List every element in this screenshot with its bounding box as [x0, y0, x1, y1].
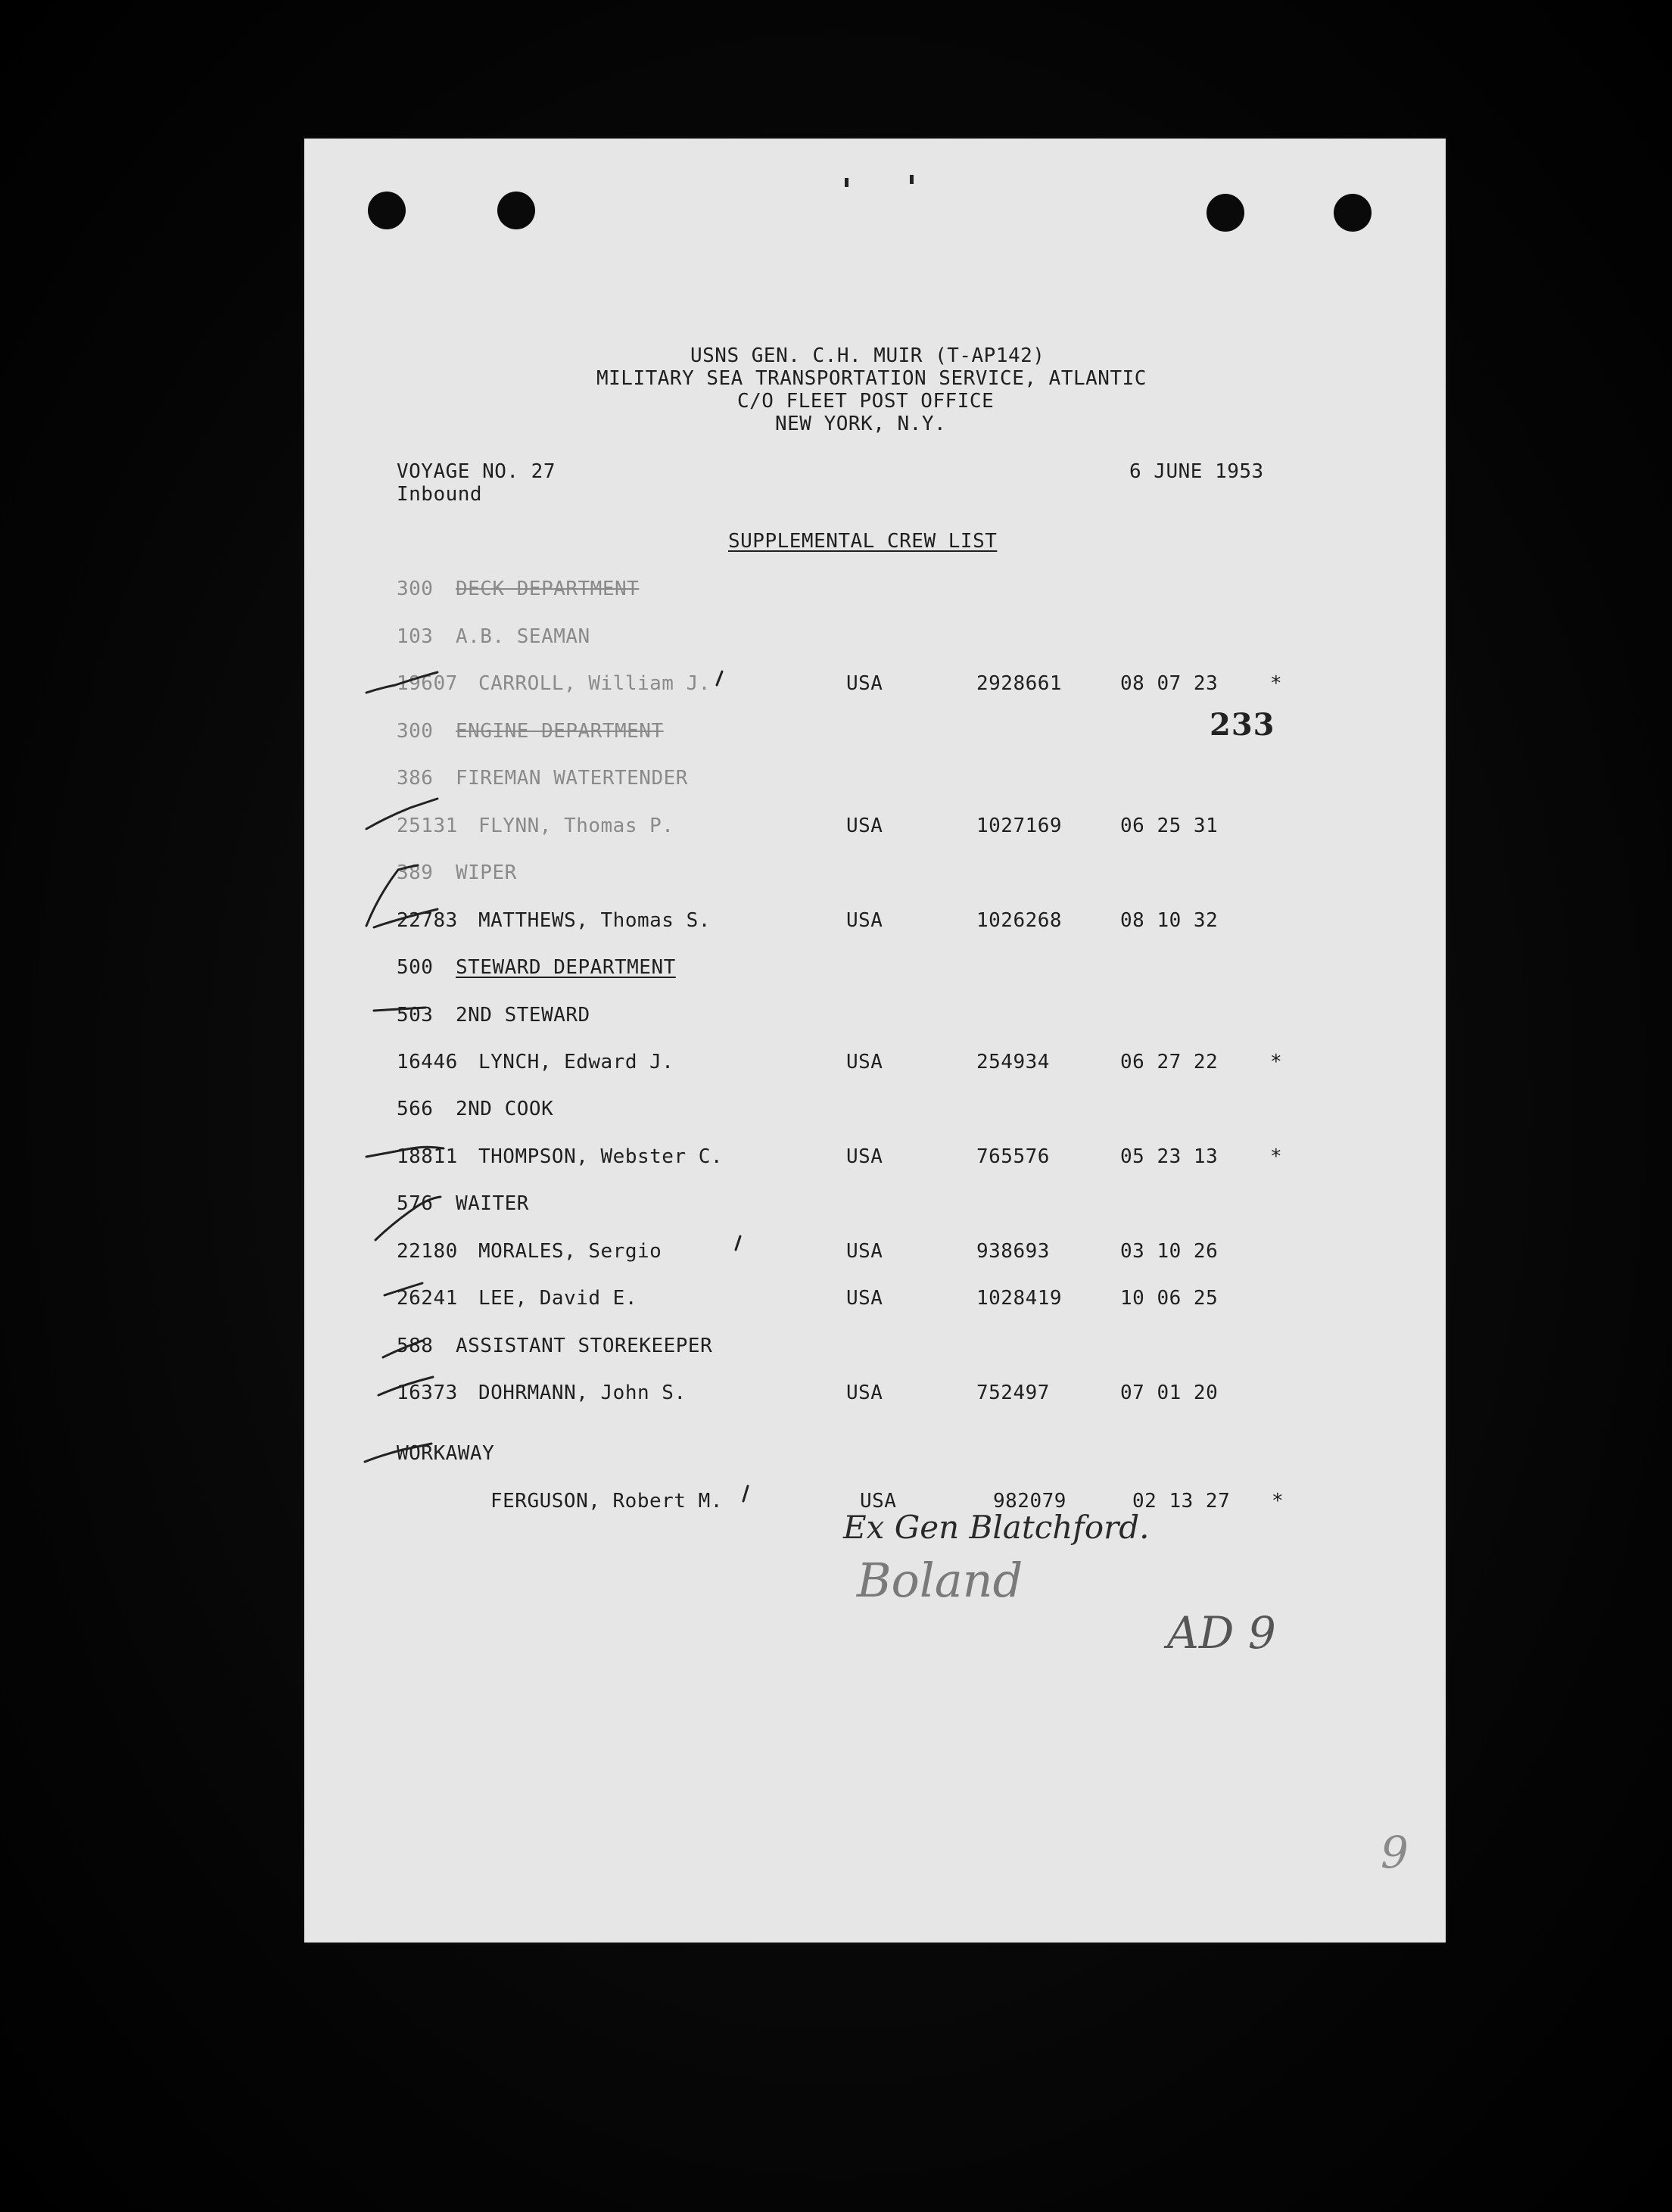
crew-birth-date: 05 23 13	[1120, 1145, 1219, 1168]
dept-label: ENGINE DEPARTMENT	[456, 720, 664, 743]
crew-birth-date: 08 10 32	[1120, 909, 1219, 932]
rating-label: A.B. SEAMAN	[456, 625, 590, 648]
check-mark	[375, 1197, 441, 1240]
crew-code: 25131	[397, 815, 458, 837]
rating-label: 2ND COOK	[456, 1098, 554, 1120]
check-mark	[383, 1341, 422, 1357]
crew-birth-date: 03 10 26	[1120, 1240, 1219, 1263]
check-mark	[366, 1147, 444, 1157]
crew-nationality: USA	[860, 1490, 897, 1513]
check-mark	[743, 1486, 748, 1501]
rating-code: 566	[397, 1098, 434, 1120]
crew-asterisk: *	[1270, 672, 1283, 695]
crew-document-number: 982079	[993, 1490, 1066, 1513]
crew-nationality: USA	[846, 1051, 883, 1073]
crew-nationality: USA	[846, 909, 883, 932]
rating-label: WAITER	[456, 1192, 529, 1215]
crew-name: MATTHEWS, Thomas S.	[478, 909, 711, 932]
crew-code: 16373	[397, 1382, 458, 1404]
crew-name: FLYNN, Thomas P.	[478, 815, 674, 837]
crew-nationality: USA	[846, 1287, 883, 1310]
handwritten-signature: Boland	[857, 1553, 1023, 1608]
header-ship-name: USNS GEN. C.H. MUIR (T-AP142)	[690, 344, 1045, 367]
crew-asterisk: *	[1270, 1145, 1283, 1168]
crew-document-number: 765576	[976, 1145, 1050, 1168]
handwritten-initials: AD 9	[1167, 1607, 1276, 1659]
voyage-number: VOYAGE NO. 27	[397, 460, 556, 483]
crew-code: 19607	[397, 672, 458, 695]
rating-code: 386	[397, 767, 434, 790]
crew-code: 26241	[397, 1287, 458, 1310]
crew-document-number: 1026268	[976, 909, 1063, 932]
section-label: WORKAWAY	[397, 1442, 495, 1465]
check-mark	[374, 1008, 425, 1011]
crew-document-number: 2928661	[976, 672, 1063, 695]
rating-label: FIREMAN WATERTENDER	[456, 767, 688, 790]
handwritten-note: Ex Gen Blatchford.	[843, 1509, 1150, 1546]
crew-birth-date: 10 06 25	[1120, 1287, 1219, 1310]
crew-document-number: 1028419	[976, 1287, 1063, 1310]
stamped-number: 233	[1210, 707, 1275, 743]
dept-label: STEWARD DEPARTMENT	[456, 956, 676, 979]
crew-name: DOHRMANN, John S.	[478, 1382, 687, 1404]
check-marks-layer	[304, 139, 1446, 1943]
dept-code: 300	[397, 720, 434, 743]
rating-code: 503	[397, 1004, 434, 1027]
crew-birth-date: 08 07 23	[1120, 672, 1219, 695]
header-service: MILITARY SEA TRANSPORTATION SERVICE, ATLANTIC	[596, 367, 1147, 390]
crew-nationality: USA	[846, 1382, 883, 1404]
crew-name: THOMPSON, Webster C.	[478, 1145, 724, 1168]
crew-birth-date: 02 13 27	[1132, 1490, 1231, 1513]
crew-nationality: USA	[846, 1240, 883, 1263]
rating-code: 103	[397, 625, 434, 648]
check-mark	[366, 672, 437, 693]
crew-document-number: 254934	[976, 1051, 1050, 1073]
crew-asterisk: *	[1272, 1490, 1284, 1513]
document-page	[304, 139, 1446, 1943]
voyage-date: 6 JUNE 1953	[1129, 460, 1264, 483]
rating-label: 2ND STEWARD	[456, 1004, 590, 1027]
handwritten-page-number: 9	[1381, 1827, 1409, 1878]
rating-code: 588	[397, 1335, 434, 1357]
crew-code: 22180	[397, 1240, 458, 1263]
check-mark	[378, 1377, 433, 1395]
list-title: SUPPLEMENTAL CREW LIST	[728, 530, 998, 553]
crew-name: LYNCH, Edward J.	[478, 1051, 674, 1073]
check-mark	[365, 1444, 431, 1462]
crew-name: FERGUSON, Robert M.	[490, 1490, 723, 1513]
crew-code: 16446	[397, 1051, 458, 1073]
crew-birth-date: 06 27 22	[1120, 1051, 1219, 1073]
check-mark	[736, 1236, 740, 1250]
crew-nationality: USA	[846, 815, 883, 837]
crew-code: 18811	[397, 1145, 458, 1168]
dept-label: DECK DEPARTMENT	[456, 578, 640, 600]
crew-nationality: USA	[846, 1145, 883, 1168]
crew-birth-date: 06 25 31	[1120, 815, 1219, 837]
crew-birth-date: 07 01 20	[1120, 1382, 1219, 1404]
check-mark	[385, 1283, 422, 1295]
crew-document-number: 938693	[976, 1240, 1050, 1263]
crew-name: LEE, David E.	[478, 1287, 637, 1310]
dept-code: 300	[397, 578, 434, 600]
check-mark	[366, 799, 437, 829]
rating-code: 576	[397, 1192, 434, 1215]
header-post-office: C/O FLEET POST OFFICE	[737, 390, 995, 413]
crew-code: 22783	[397, 909, 458, 932]
check-mark	[717, 671, 722, 685]
dept-code: 500	[397, 956, 434, 979]
crew-asterisk: *	[1270, 1051, 1283, 1073]
voyage-direction: Inbound	[397, 483, 483, 506]
check-mark	[374, 909, 437, 927]
header-city: NEW YORK, N.Y.	[775, 413, 947, 435]
crew-document-number: 1027169	[976, 815, 1063, 837]
rating-label: ASSISTANT STOREKEEPER	[456, 1335, 713, 1357]
rating-code: 389	[397, 861, 434, 884]
crew-name: CARROLL, William J.	[478, 672, 711, 695]
crew-name: MORALES, Sergio	[478, 1240, 662, 1263]
rating-label: WIPER	[456, 861, 517, 884]
crew-document-number: 752497	[976, 1382, 1050, 1404]
crew-nationality: USA	[846, 672, 883, 695]
